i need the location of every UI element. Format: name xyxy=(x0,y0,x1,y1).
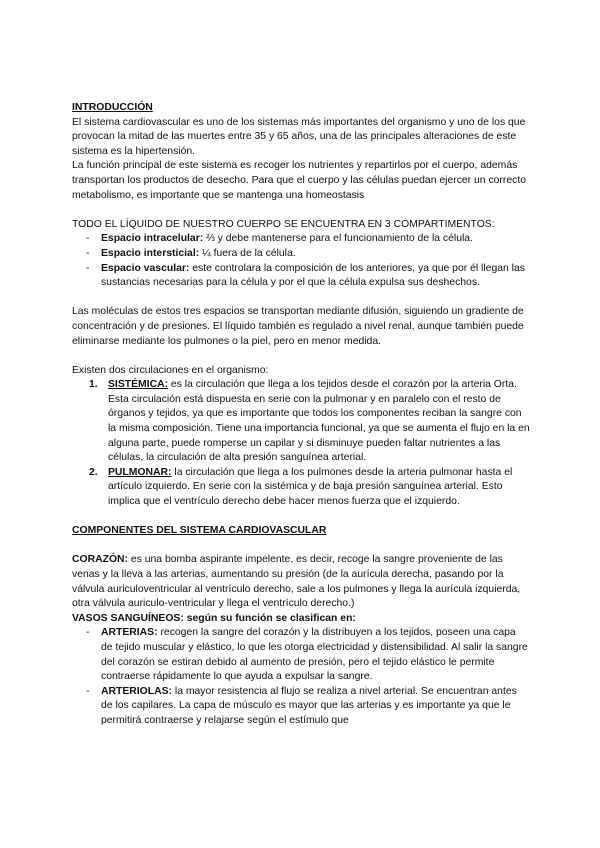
list-item xyxy=(72,378,530,466)
vessels-title: VASOS SANGUÍNEOS: según su función se clasifican en: xyxy=(72,612,356,624)
item-term: PULMONAR: xyxy=(108,466,172,478)
item-number: 2. xyxy=(89,466,98,478)
heart-text: es una bomba aspirante impelente, es decir, recoge la sangre proveniente de las venas y la lleva a las arterias, aumentando su presión (de la aurícula derecha, pasando por la válvula auriculoventricular al ventrículo derecho, sale a los pulmones y llega la aurícula izquierda, otra válvula auriculo-ventricular y llega el ventrículo derecho.) xyxy=(72,554,521,610)
list-item xyxy=(72,232,530,247)
item-text: este controlara la composición de los anteriores, ya que por él llegan las sustancias necesarias para la célula y por el que la célula expulsa sus deshechos. xyxy=(101,262,525,289)
intro-heading: INTRODUCCIÓN xyxy=(72,102,153,113)
document-body xyxy=(72,101,530,729)
list-item xyxy=(72,685,530,729)
item-term: SISTÉMICA: xyxy=(108,379,169,391)
list-item xyxy=(72,466,530,510)
circulations-list xyxy=(72,378,530,509)
item-term: ARTERIAS: xyxy=(101,627,158,639)
list-item xyxy=(72,247,530,262)
circulations-intro: Existen dos circulaciones en el organismo: xyxy=(72,364,269,376)
item-text: la circulación que llega a los pulmones desde la arteria pulmonar hasta el artículo izquierdo. En serie con la sistémica y de baja presión sanguínea arterial. Esto implica que el ventrículo derecho debe hacer menos fuerza que el izquierdo. xyxy=(108,466,513,508)
item-text: recogen la sangre del corazón y la distribuyen a los tejidos, poseen una capa de tejido muscular y elástico, lo que les otorga electricidad y distensibilidad. Al salir la sangre del corazón se estiran debido al aumento de presión, pero el tejido elástico le permite contraerse rápidamente lo que ayuda a expulsar la sangre. xyxy=(101,627,528,683)
heart-term: CORAZÓN: xyxy=(72,554,128,566)
item-number: 1. xyxy=(89,379,98,391)
heart-paragraph xyxy=(72,553,530,611)
list-item xyxy=(72,262,530,291)
list-item xyxy=(72,626,530,684)
item-term: ARTERIOLAS: xyxy=(101,685,172,697)
item-term: Espacio intersticial: xyxy=(101,247,200,259)
item-text: es la circulación que llega a los tejidos desde el corazón por la arteria Orta. Esta circulación está dispuesta en serie con la pulmonar y en paralelo con el resto de órganos y tejidos, ya que es importante que todos los componentes reciban la sangre con la misma composición. Tiene una importancia funcional, ya que se aumenta el flujo en la en alguna parte, puede romperse un capilar y si disminuye pueden faltar nutrientes a las células, la circulación de alta presión sanguínea arterial. xyxy=(108,379,530,464)
item-text: ⅔ y debe mantenerse para el funcionamiento de la célula. xyxy=(203,233,473,245)
compartments-title: TODO EL LÍQUIDO DE NUESTRO CUERPO SE ENCUENTRA EN 3 COMPARTIMENTOS: xyxy=(72,218,495,230)
intro-paragraph-2: La función principal de este sistema es recoger los nutrientes y repartirlos por el cuerpo, además transportan los productos de desecho. Para que el cuerpo y las células puedan ejercer un correcto metabolismo, es importante que se mantenga una homeostasis xyxy=(72,160,526,201)
item-text: la mayor resistencia al flujo se realiza a nivel arterial. Se encuentran antes de los capilares. La capa de músculo es mayor que las arterias y es importante ya que le permitirá contraerse y relajarse según el estímulo que xyxy=(101,685,517,726)
item-term: Espacio intracelular: xyxy=(101,233,204,245)
item-term: Espacio vascular: xyxy=(101,262,190,274)
components-heading: COMPONENTES DEL SISTEMA CARDIOVASCULAR xyxy=(72,525,327,537)
intro-paragraph-1: El sistema cardiovascular es uno de los sistemas más importantes del organismo y uno de los que provocan la mitad de las muertes entre 35 y 65 años, una de las principales alteraciones de este sistema es la hipertensión. xyxy=(72,116,526,157)
item-text: ¼ fuera de la célula. xyxy=(199,247,296,259)
vessels-list xyxy=(72,626,530,728)
compartments-list xyxy=(72,232,530,290)
molecules-paragraph: Las moléculas de estos tres espacios se transportan mediante difusión, siguiendo un gradiente de concentración y de presiones. El líquido también es regulado a nivel renal, aunque también puede eliminarse mediante los pulmones o la piel, pero en menor medida. xyxy=(72,306,524,347)
